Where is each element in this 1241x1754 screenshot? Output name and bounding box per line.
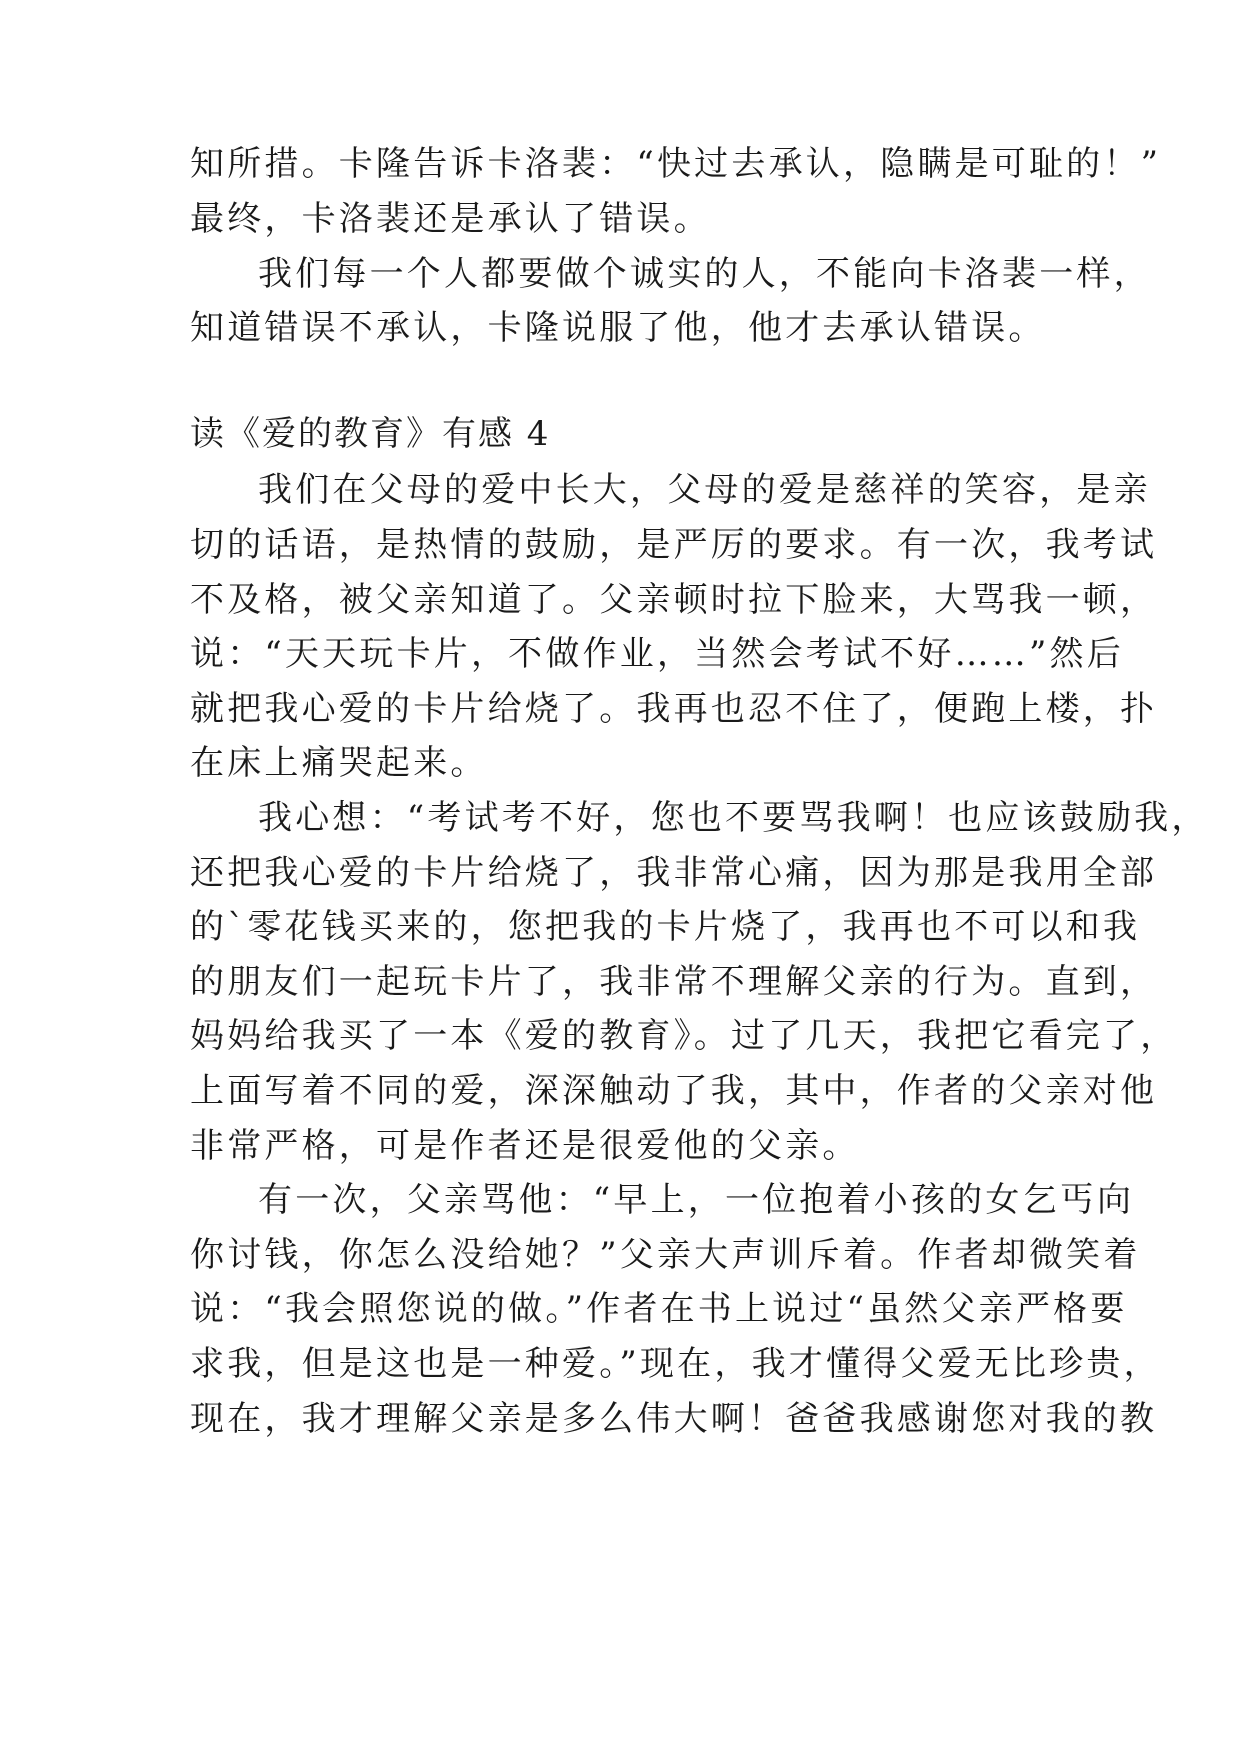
text-line: 就把我心爱的卡片给烧了。我再也忍不住了，便跑上楼，扑 xyxy=(190,689,1158,729)
text-line: 说：“我会照您说的做。”作者在书上说过“虽然父亲严格要 xyxy=(190,1289,1128,1329)
section-heading: 读《爱的教育》有感 4 xyxy=(190,414,551,454)
text-line: 我们每一个人都要做个诚实的人，不能向卡洛裴一样， xyxy=(258,254,1151,294)
text-line: 的`零花钱买来的，您把我的卡片烧了，我再也不可以和我 xyxy=(190,907,1141,947)
text-line: 求我，但是这也是一种爱。”现在，我才懂得父爱无比珍贵， xyxy=(190,1344,1161,1384)
text-line: 还把我心爱的卡片给烧了，我非常心痛，因为那是我用全部 xyxy=(190,853,1158,893)
text-line: 最终，卡洛裴还是承认了错误。 xyxy=(190,199,711,239)
text-line: 知所措。卡隆告诉卡洛裴：“快过去承认，隐瞒是可耻的！” xyxy=(190,144,1162,184)
text-line: 你讨钱，你怎么没给她？”父亲大声训斥着。作者却微笑着 xyxy=(190,1235,1141,1275)
text-line: 非常严格，可是作者还是很爱他的父亲。 xyxy=(190,1126,860,1166)
text-line: 不及格，被父亲知道了。父亲顿时拉下脸来，大骂我一顿， xyxy=(190,580,1158,620)
text-line: 妈妈给我买了一本《爱的教育》。过了几天，我把它看完了， xyxy=(190,1016,1178,1056)
text-line: 我们在父母的爱中长大，父母的爱是慈祥的笑容，是亲 xyxy=(258,470,1151,510)
text-line: 现在，我才理解父亲是多么伟大啊！爸爸我感谢您对我的教 xyxy=(190,1399,1158,1439)
text-line: 知道错误不承认，卡隆说服了他，他才去承认错误。 xyxy=(190,308,1046,348)
text-line: 切的话语，是热情的鼓励，是严厉的要求。有一次，我考试 xyxy=(190,525,1158,565)
text-line: 的朋友们一起玩卡片了，我非常不理解父亲的行为。直到， xyxy=(190,962,1158,1002)
text-line: 我心想：“考试考不好，您也不要骂我啊！也应该鼓励我， xyxy=(258,798,1209,838)
text-line: 在床上痛哭起来。 xyxy=(190,743,488,783)
text-line: 说：“天天玩卡片，不做作业，当然会考试不好……”然后 xyxy=(190,634,1124,674)
text-line: 有一次，父亲骂他：“早上，一位抱着小孩的女乞丐向 xyxy=(258,1180,1135,1220)
text-line: 上面写着不同的爱，深深触动了我，其中，作者的父亲对他 xyxy=(190,1071,1158,1111)
